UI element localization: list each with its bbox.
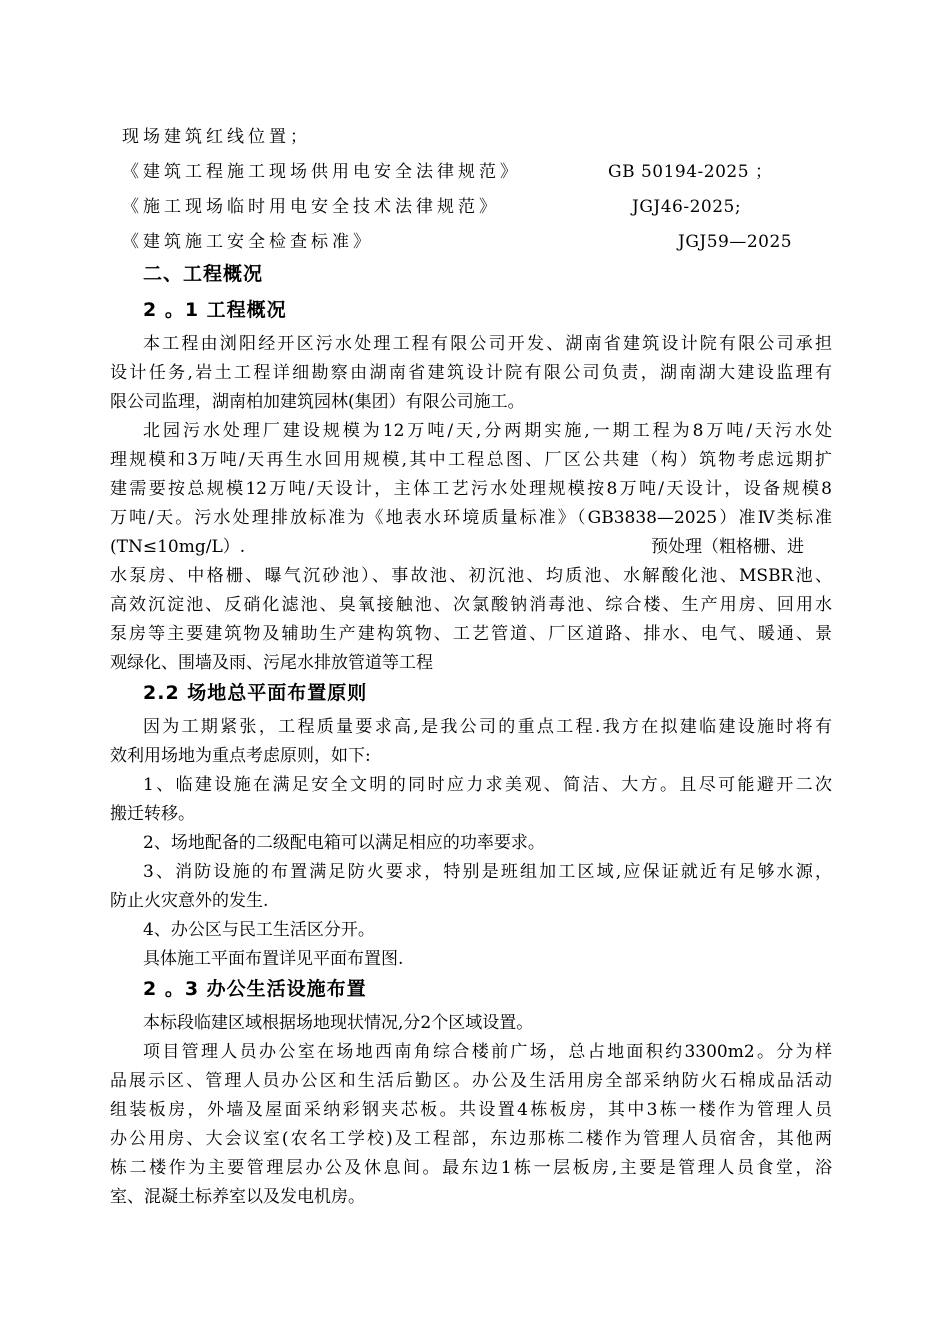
paragraph-line: 建需要按总规模12万吨/天设计，主体工艺污水处理规模按8万吨/天设计，设备规模8 xyxy=(110,479,832,499)
list-item: 具体施工平面布置详见平面布置图. xyxy=(143,949,404,969)
ref-line-jgj46-title: 《施工现场临时用电安全技术法律规范》 xyxy=(122,197,500,217)
paragraph-line: 本标段临建区域根据场地现状情况,分2个区域设置。 xyxy=(143,1013,534,1033)
paragraph-line: 万吨/天。污水处理排放标准为《地表水环境质量标准》（GB3838—2025）准Ⅳ类标准 xyxy=(110,508,832,528)
list-item: 4、办公区与民工生活区分开。 xyxy=(143,920,375,940)
list-item: 2、场地配备的二级配电箱可以满足相应的功率要求。 xyxy=(143,833,545,853)
ref-line-gb50194-code: GB 50194-2025 ； xyxy=(608,162,773,182)
list-item: 防止火灾意外的发生. xyxy=(110,891,269,911)
paragraph-line: 水泵房、中格栅、曝气沉砂池）、事故池、初沉池、均质池、水解酸化池、MSBR池、 xyxy=(110,566,832,586)
ref-line-jgj46-code: JGJ46-2025; xyxy=(632,197,742,217)
paragraph-line: 因为工期紧张，工程质量要求高,是我公司的重点工程.我方在拟建临建设施时将有 xyxy=(143,717,832,737)
paragraph-line: 设计任务,岩土工程详细勘察由湖南省建筑设计院有限公司负责，湖南湖大建设监理有 xyxy=(110,363,832,383)
ref-line-site-redline: 现场建筑红线位置； xyxy=(122,127,311,147)
paragraph-line: 预处理（粗格栅、进 xyxy=(651,537,804,557)
ref-line-jgj59-title: 《建筑施工安全检查标准》 xyxy=(122,232,374,252)
paragraph-line: 办公用房、大会议室(农名工学校)及工程部，东边那栋二楼作为管理人员宿舍，其他两 xyxy=(110,1129,832,1149)
subsection-heading-2-3: 2 。3 办公生活设施布置 xyxy=(143,978,367,1000)
subsection-heading-2-1: 2 。1 工程概况 xyxy=(143,299,287,321)
paragraph-line: 效利用场地为重点考虑原则，如下: xyxy=(110,746,371,766)
paragraph-line: 栋二楼作为主要管理层办公及休息间。最东边1栋一层板房,主要是管理人员食堂，浴 xyxy=(110,1158,832,1178)
subsection-heading-2-2: 2.2 场地总平面布置原则 xyxy=(143,682,368,704)
list-item: 1、临建设施在满足安全文明的同时应力求美观、简洁、大方。且尽可能避开二次 xyxy=(143,775,832,795)
section-heading: 二、工程概况 xyxy=(143,263,264,285)
list-item: 3、消防设施的布置满足防火要求，特别是班组加工区域,应保证就近有足够水源， xyxy=(143,862,832,882)
paragraph-line: 泵房等主要建筑物及辅助生产建构筑物、工艺管道、厂区道路、排水、电气、暖通、景 xyxy=(110,624,832,644)
paragraph-line: 高效沉淀池、反硝化滤池、臭氧接触池、次氯酸钠消毒池、综合楼、生产用房、回用水 xyxy=(110,595,832,615)
paragraph-line: (TN≤10mg/L）. xyxy=(110,537,246,557)
paragraph-line: 组装板房，外墙及屋面采纳彩钢夹芯板。共设置4栋板房，其中3栋一楼作为管理人员 xyxy=(110,1100,832,1120)
paragraph-line: 北园污水处理厂建设规模为12万吨/天,分两期实施,一期工程为8万吨/天污水处 xyxy=(143,421,832,441)
paragraph-line: 室、混凝土标养室以及发电机房。 xyxy=(110,1187,365,1207)
paragraph-line: 品展示区、管理人员办公区和生活后勤区。办公及生活用房全部采纳防火石棉成品活动 xyxy=(110,1071,832,1091)
ref-line-gb50194-title: 《建筑工程施工现场供用电安全法律规范》 xyxy=(122,162,521,182)
paragraph-line: 理规模和3万吨/天再生水回用规模,其中工程总图、厂区公共建（构）筑物考虑远期扩 xyxy=(110,450,832,470)
paragraph-line: 项目管理人员办公室在场地西南角综合楼前广场，总占地面积约3300m2。分为样 xyxy=(143,1042,832,1062)
list-item: 搬迁转移。 xyxy=(110,804,195,824)
paragraph-line: 本工程由浏阳经开区污水处理工程有限公司开发、湖南省建筑设计院有限公司承担 xyxy=(143,334,832,354)
paragraph-line: 观绿化、围墙及雨、污尾水排放管道等工程 xyxy=(110,653,433,673)
ref-line-jgj59-code: JGJ59—2025 xyxy=(678,232,793,252)
paragraph-line: 限公司监理，湖南柏加建筑园林(集团）有限公司施工。 xyxy=(110,392,525,412)
